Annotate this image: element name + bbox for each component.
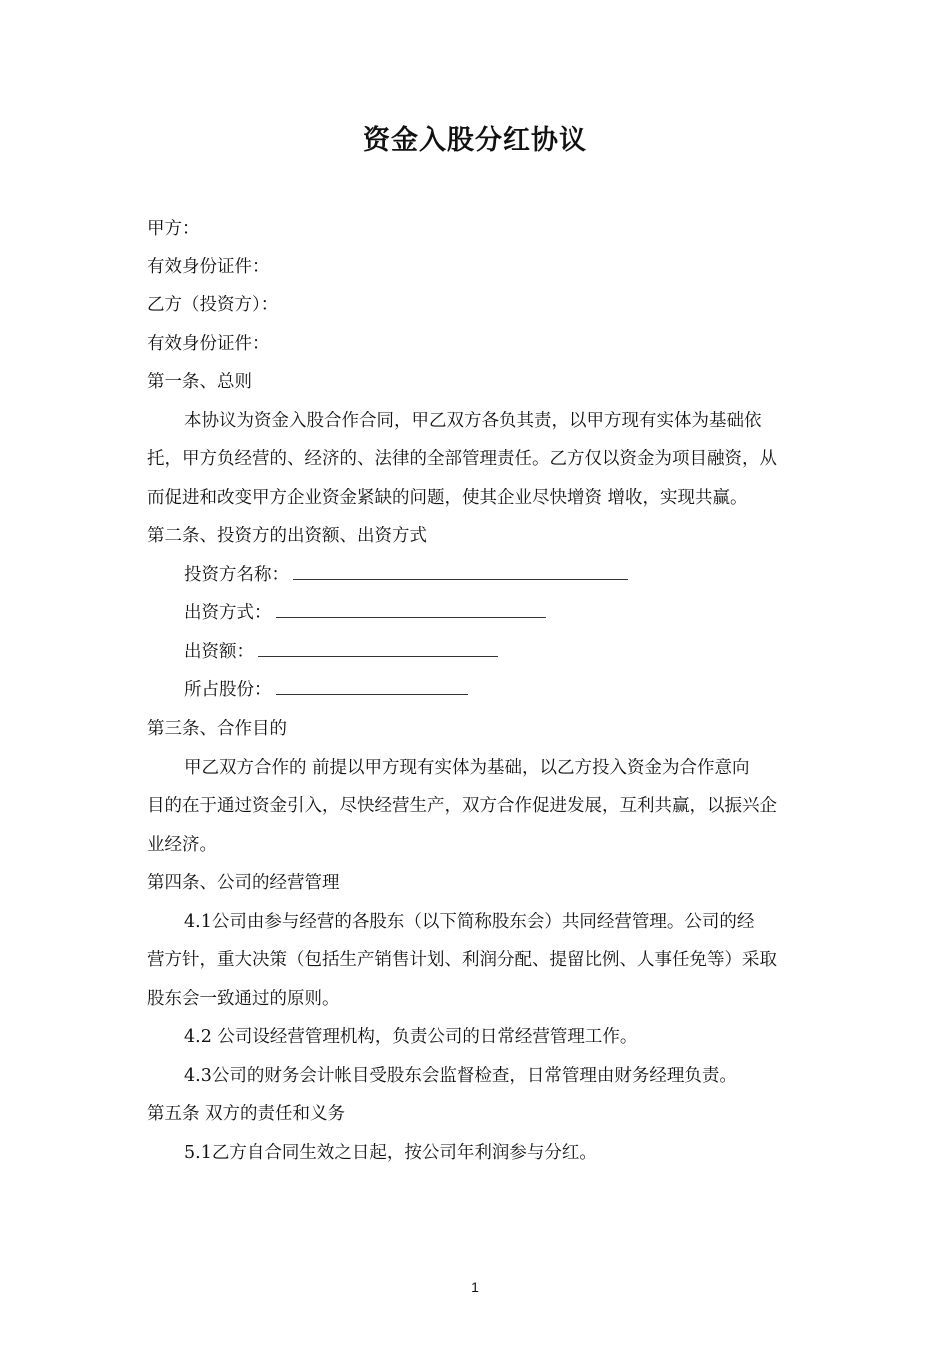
- article-4-2: 4.2 公司设经营管理机构，负责公司的日常经营管理工作。: [184, 1027, 638, 1047]
- investment-amount-blank: [258, 642, 498, 657]
- investment-method-blank: [276, 603, 546, 618]
- investor-name-row: [184, 564, 628, 586]
- article-1-line-2: 托，甲方负经营的、经济的、法律的全部管理责任。乙方仅以资金为项目融资，从: [147, 449, 777, 469]
- article-1-line-1: 本协议为资金入股合作合同，甲乙双方各负其责，以甲方现有实体为基础依: [184, 411, 762, 431]
- article-4-1-line-3: 股东会一致通过的原则。: [147, 989, 340, 1009]
- investment-method-label: 出资方式：: [184, 603, 272, 623]
- article-3-line-1: 甲乙双方合作的 前提以甲方现有实体为基础，以乙方投入资金为合作意向: [184, 758, 750, 778]
- investor-name-label: 投资方名称：: [184, 565, 289, 585]
- article-4-1-line-1: 4.1公司由参与经营的各股东（以下简称股东会）共同经营管理。公司的经: [184, 912, 755, 932]
- article-5-heading: 第五条 双方的责任和义务: [147, 1104, 346, 1124]
- article-1-heading: 第一条、总则: [147, 372, 252, 392]
- article-5-1: 5.1乙方自合同生效之日起，按公司年利润参与分红。: [184, 1143, 597, 1163]
- investment-amount-row: [184, 641, 498, 663]
- share-ratio-blank: [276, 680, 468, 695]
- investment-amount-label: 出资额：: [184, 642, 254, 662]
- party-b-id-label: 有效身份证件：: [147, 334, 270, 354]
- article-4-heading: 第四条、公司的经营管理: [147, 873, 340, 893]
- party-b-label: 乙方（投资方）：: [147, 295, 279, 315]
- share-ratio-row: [184, 679, 468, 701]
- party-a-id-label: 有效身份证件：: [147, 257, 270, 277]
- article-3-heading: 第三条、合作目的: [147, 719, 287, 739]
- investor-name-blank: [293, 565, 628, 580]
- investment-method-row: [184, 602, 546, 624]
- article-4-1-line-2: 营方针，重大决策（包括生产销售计划、利润分配、提留比例、人事任免等）采取: [147, 950, 777, 970]
- article-2-heading: 第二条、投资方的出资额、出资方式: [147, 526, 427, 546]
- article-1-line-3: 而促进和改变甲方企业资金紧缺的问题，使其企业尽快增资 增收，实现共赢。: [147, 488, 748, 508]
- party-a-label: 甲方：: [147, 219, 200, 239]
- article-3-line-2: 目的在于通过资金引入，尽快经营生产，双方合作促进发展，互利共赢，以振兴企: [147, 796, 777, 816]
- article-4-3: 4.3公司的财务会计帐目受股东会监督检查，日常管理由财务经理负责。: [184, 1066, 737, 1086]
- share-ratio-label: 所占股份：: [184, 680, 272, 700]
- article-3-line-3: 业经济。: [147, 835, 217, 855]
- document-title: 资金入股分红协议: [363, 125, 587, 156]
- page-number: 1: [471, 1279, 479, 1295]
